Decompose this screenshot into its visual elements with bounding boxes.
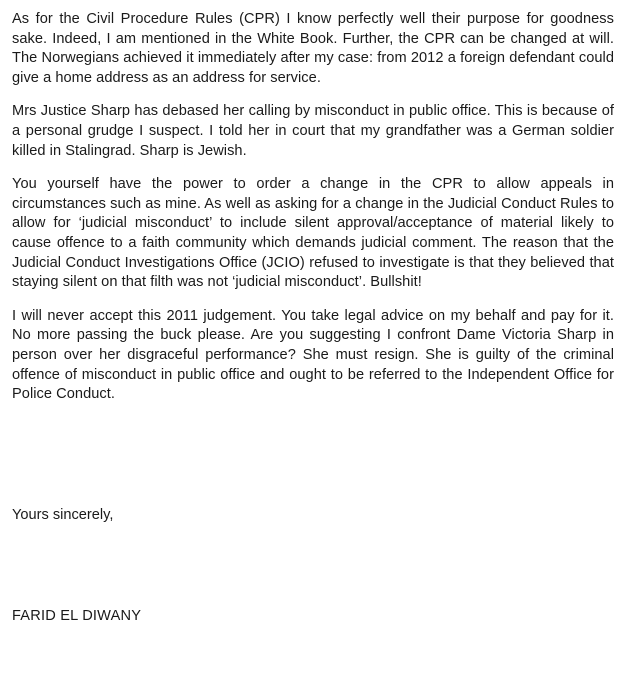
closing-salutation: Yours sincerely, — [12, 507, 114, 523]
paragraph-judicial-conduct: You yourself have the power to order a change in the CPR to allow appeals in circumstances such as mine. As well as asking for a change in the Judicial Conduct Rules to allow for ‘judicial misconduct’ to include silent approval/acceptance of material likely to cause offence to a faith community which demands judicial comment. The reason that the Judicial Conduct Investigations Office (JCIO) refused to investigate is that they believed that staying silent on that filth was not ‘judicial misconduct’. Bullshit! — [12, 176, 614, 291]
paragraph-cpr: As for the Civil Procedure Rules (CPR) I know perfectly well their purpose for goodness sake. Indeed, I am mentioned in the White Book. Further, the CPR can be changed at will. The Norwegians achieved it immediately after my case: from 2012 a foreign defendant could give a home address as an address for service. — [12, 11, 614, 86]
paragraph-judgement: I will never accept this 2011 judgement. You take legal advice on my behalf and pay for it. No more passing the buck please. Are you suggesting I confront Dame Victoria Sharp in person over her disgraceful performance? She must resign. She is guilty of the criminal offence of misconduct in public office and ought to be referred to the Independent Office for Police Conduct. — [12, 307, 614, 403]
letter-body — [12, 10, 614, 419]
paragraph-misconduct: Mrs Justice Sharp has debased her calling by misconduct in public office. This is because of a personal grudge I suspect. I told her in court that my grandfather was a German soldier killed in Stalingrad. Sharp is Jewish. — [12, 103, 614, 159]
signature-name: FARID EL DIWANY — [12, 608, 142, 624]
